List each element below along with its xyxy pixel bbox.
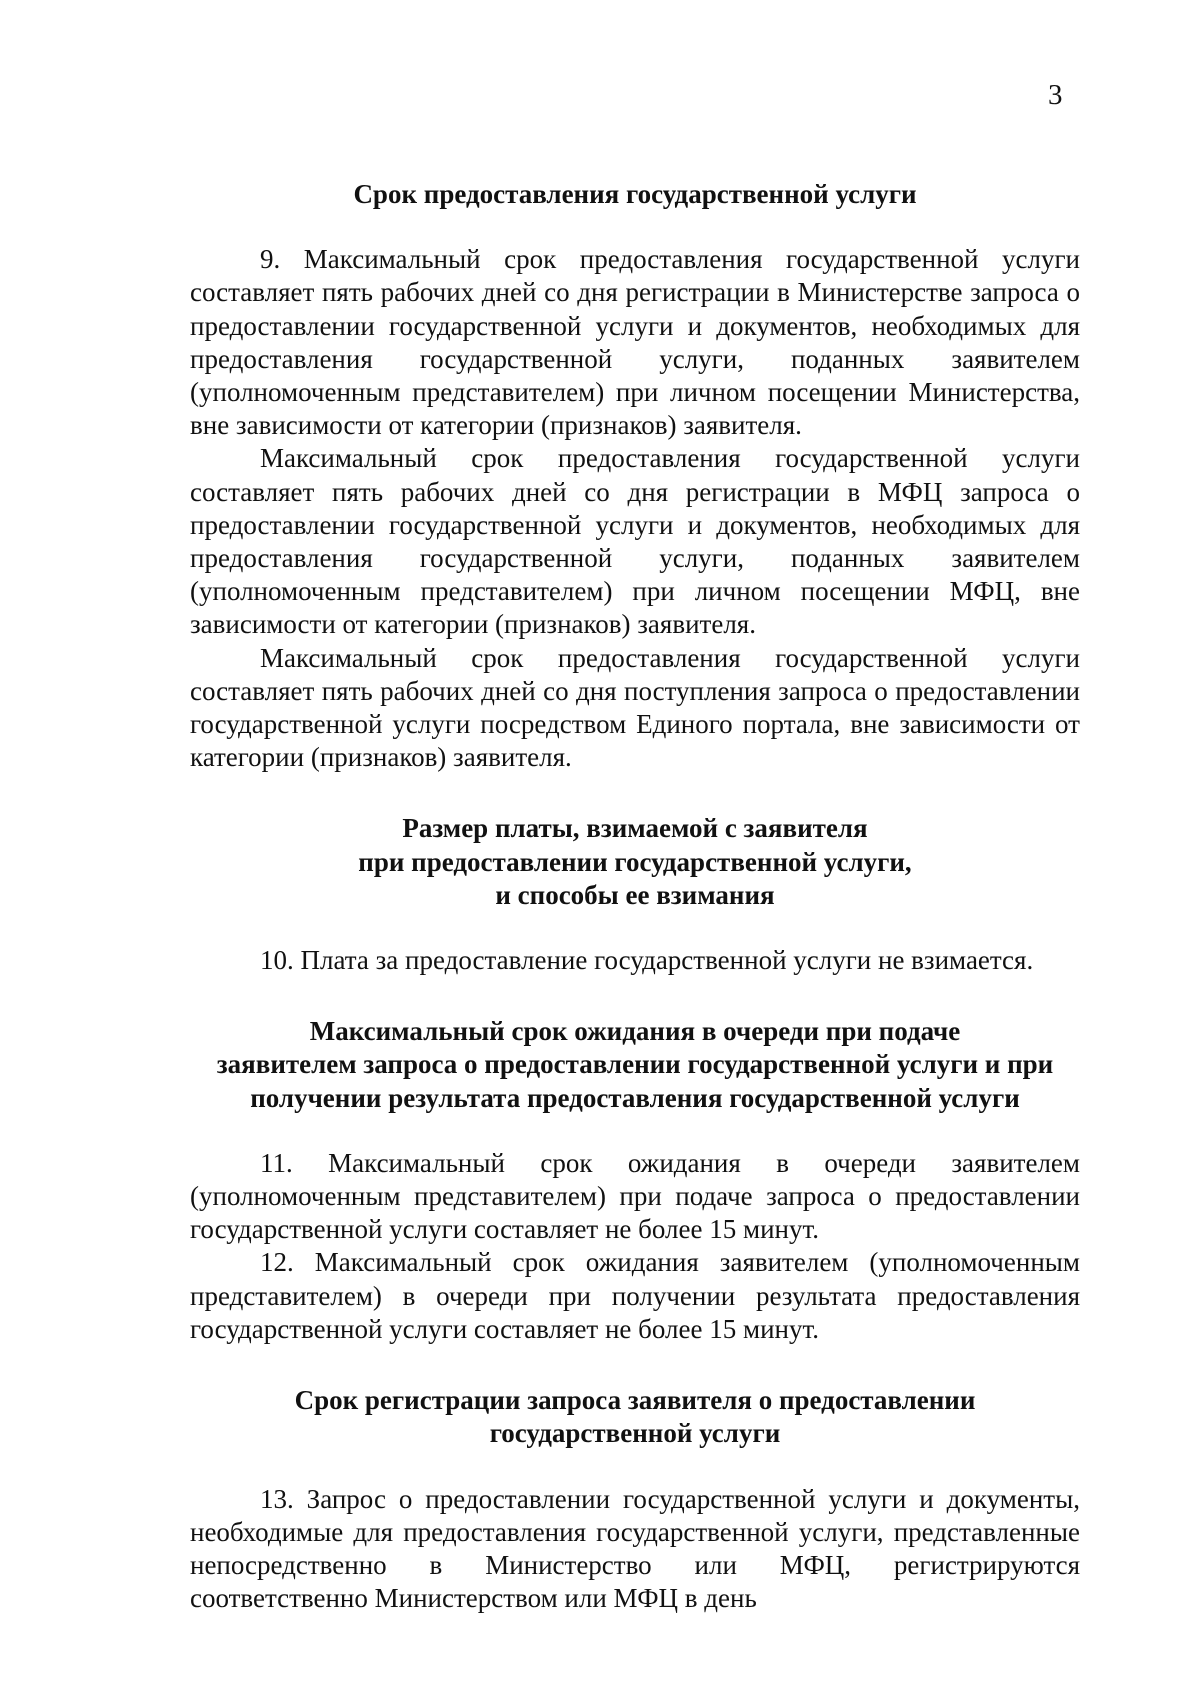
heading-line: Размер платы, взимаемой с заявителя	[402, 813, 868, 844]
section-queue-wait	[190, 1015, 1080, 1346]
heading-line: и способы ее взимания	[495, 879, 775, 910]
section-service-term	[190, 178, 1080, 774]
heading-line: Срок регистрации запроса заявителя о предоставлении	[294, 1385, 976, 1416]
section-registration-term	[190, 1384, 1080, 1615]
paragraph: 9. Максимальный срок предоставления государственной услуги составляет пять рабочих дней со дня регистрации в Министерстве запроса о предоставлении государственной услуги и документов, необходимых для предоставления государственной услуги, поданных заявителем (уполномоченным представителем) при личном посещении Министерства, вне зависимости от категории (признаков) заявителя.	[190, 244, 1080, 441]
paragraph: 10. Плата за предоставление государственной услуги не взимается.	[260, 945, 1034, 976]
paragraph: 13. Запрос о предоставлении государственной услуги и документы, необходимые для предоставления государственной услуги, представленные непосредственно в Министерство или МФЦ, регистрируются соответственно Министерством или МФЦ в день	[190, 1483, 1080, 1614]
heading-line: получении результата предоставления государственной услуги	[250, 1082, 1020, 1113]
paragraph: 12. Максимальный срок ожидания заявителем (уполномоченным представителем) в очереди при получении результата предоставления государственной услуги составляет не более 15 минут.	[190, 1247, 1080, 1344]
heading-line: при предоставлении государственной услуги,	[358, 846, 912, 877]
paragraph: Максимальный срок предоставления государственной услуги составляет пять рабочих дней со дня поступления запроса о предоставлении государственной услуги посредством Единого портала, вне зависимости от категории (признаков) заявителя.	[190, 642, 1080, 773]
section-fee	[190, 812, 1080, 977]
section-heading	[190, 178, 1080, 211]
section-heading	[190, 1015, 1080, 1115]
document-body	[190, 178, 1080, 1615]
paragraph: Максимальный срок предоставления государственной услуги составляет пять рабочих дней со дня регистрации в МФЦ запроса о предоставлении государственной услуги и документов, необходимых для предоставления государственной услуги, поданных заявителем (уполномоченным представителем) при личном посещении МФЦ, вне зависимости от категории (признаков) заявителя.	[190, 443, 1080, 640]
heading-line: заявителем запроса о предоставлении государственной услуги и при	[216, 1049, 1054, 1080]
heading-line: государственной услуги	[489, 1418, 781, 1449]
heading-line: Максимальный срок ожидания в очереди при подаче	[309, 1016, 961, 1047]
section-heading	[190, 1384, 1080, 1450]
page-number: 3	[1048, 79, 1063, 111]
section-heading	[190, 812, 1080, 912]
heading-line: Срок предоставления государственной услуги	[353, 179, 917, 209]
paragraph: 11. Максимальный срок ожидания в очереди заявителем (уполномоченным представителем) при подаче запроса о предоставлении государственной услуги составляет не более 15 минут.	[190, 1147, 1080, 1245]
